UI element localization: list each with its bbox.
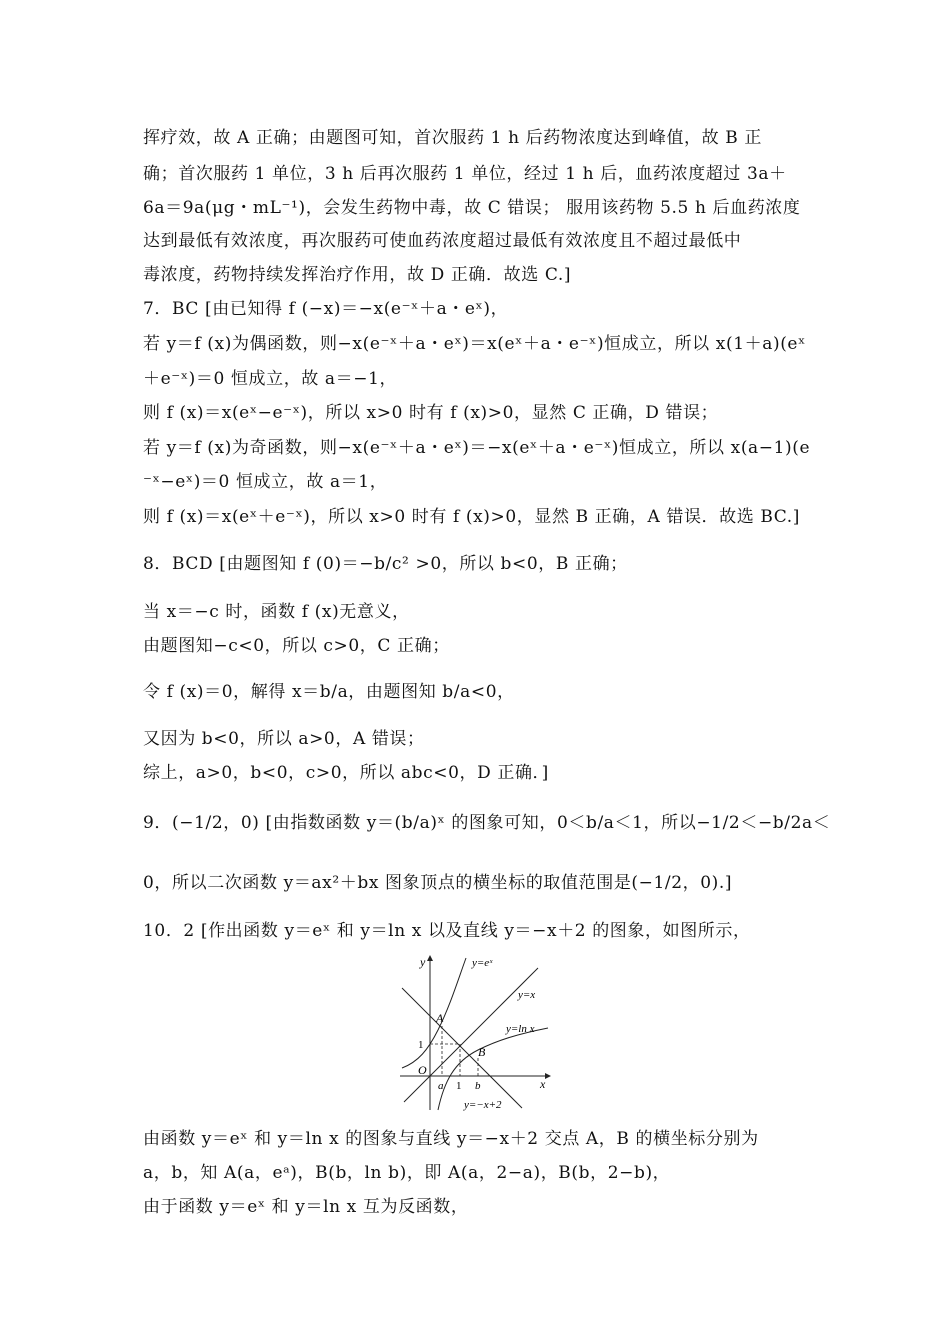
tick-one-x: 1 [456, 1080, 462, 1092]
text-line: 10．2 [作出函数 y＝eˣ 和 y＝ln x 以及直线 y＝−x＋2 的图象，如图所示， [143, 921, 751, 941]
tick-a: a [438, 1080, 444, 1092]
text-line: 令 f (x)＝0，解得 x＝b/a，由题图知 b/a<0， [143, 682, 515, 702]
text-line: 毒浓度，药物持续发挥治疗作用，故 D 正确．故选 C.] [143, 265, 572, 285]
tick-b: b [475, 1080, 481, 1092]
exp-curve-label: y=eˣ [472, 957, 493, 969]
text-line: 0，所以二次函数 y＝ax²＋bx 图象顶点的横坐标的取值范围是(−1/2，0).] [143, 873, 733, 893]
x-axis-label: x [540, 1077, 546, 1091]
text-line: 则 f (x)＝x(eˣ＋e⁻ˣ)，所以 x>0 时有 f (x)>0，显然 B 正确，A 错误．故选 BC.] [143, 507, 801, 527]
text-line: 达到最低有效浓度，再次服药可使血药浓度超过最低有效浓度且不超过最低中 [143, 231, 742, 251]
text-line: 若 y＝f (x)为奇函数，则−x(e⁻ˣ＋a・eˣ)＝−x(eˣ＋a・e⁻ˣ)恒成立，所以 x(a−1)(e [143, 438, 811, 458]
text-line: ⁻ˣ−eˣ)＝0 恒成立，故 a＝1， [143, 472, 388, 492]
identity-label: y=x [518, 989, 536, 1001]
text-line: 综上，a>0，b<0，c>0，所以 abc<0，D 正确．] [143, 763, 549, 783]
exp-curve [402, 958, 466, 1068]
text-line: 由题图知−c<0，所以 c>0，C 正确； [143, 636, 450, 656]
y-axis-label: y [420, 955, 426, 969]
text-line: 当 x＝−c 时，函数 f (x)无意义， [143, 602, 410, 622]
text-line: 6a＝9a(μg・mL⁻¹)，会发生药物中毒，故 C 错误； 服用该药物 5.5 h 后血药浓度 [143, 198, 801, 218]
tick-one-y: 1 [418, 1039, 424, 1051]
text-line: ＋e⁻ˣ)＝0 恒成立，故 a＝−1， [143, 369, 398, 389]
text-line: 8．BCD [由题图知 f (0)＝−b/c² >0，所以 b<0，B 正确； [143, 554, 628, 574]
text-line: 9．(−1/2，0) [由指数函数 y＝(b/a)ˣ 的图象可知，0＜b/a＜1，所以−1/2＜−b/2a＜ [143, 813, 831, 833]
text-line: 由函数 y＝eˣ 和 y＝ln x 的图象与直线 y＝−x＋2 交点 A，B 的横坐标分别为 [143, 1129, 759, 1149]
text-line: 确；首次服药 1 单位，3 h 后再次服药 1 单位，经过 1 h 后，血药浓度超过 3a＋ [143, 164, 787, 184]
text-line: 7．BC [由已知得 f (−x)＝−x(e⁻ˣ＋a・eˣ)， [143, 299, 509, 319]
origin-label: O [418, 1063, 427, 1077]
log-curve-label: y=ln x [506, 1023, 535, 1035]
function-graph-figure [398, 950, 558, 1118]
point-a-label: A [436, 1011, 444, 1025]
text-line: a，b，知 A(a，eᵃ)，B(b，ln b)，即 A(a，2−a)，B(b，2−b)， [143, 1163, 671, 1183]
text-line: 挥疗效，故 A 正确；由题图可知，首次服药 1 h 后药物浓度达到峰值，故 B 正 [143, 128, 762, 148]
point-b-label: B [478, 1045, 486, 1059]
text-line: 由于函数 y＝eˣ 和 y＝ln x 互为反函数， [143, 1197, 469, 1217]
text-line: 若 y＝f (x)为偶函数，则−x(e⁻ˣ＋a・eˣ)＝x(eˣ＋a・e⁻ˣ)恒成立，所以 x(1＋a)(eˣ [143, 334, 806, 354]
line-label: y=−x+2 [464, 1099, 502, 1111]
text-line: 则 f (x)＝x(eˣ−e⁻ˣ)，所以 x>0 时有 f (x)>0，显然 C 正确，D 错误； [143, 403, 719, 423]
text-line: 又因为 b<0，所以 a>0，A 错误； [143, 729, 425, 749]
